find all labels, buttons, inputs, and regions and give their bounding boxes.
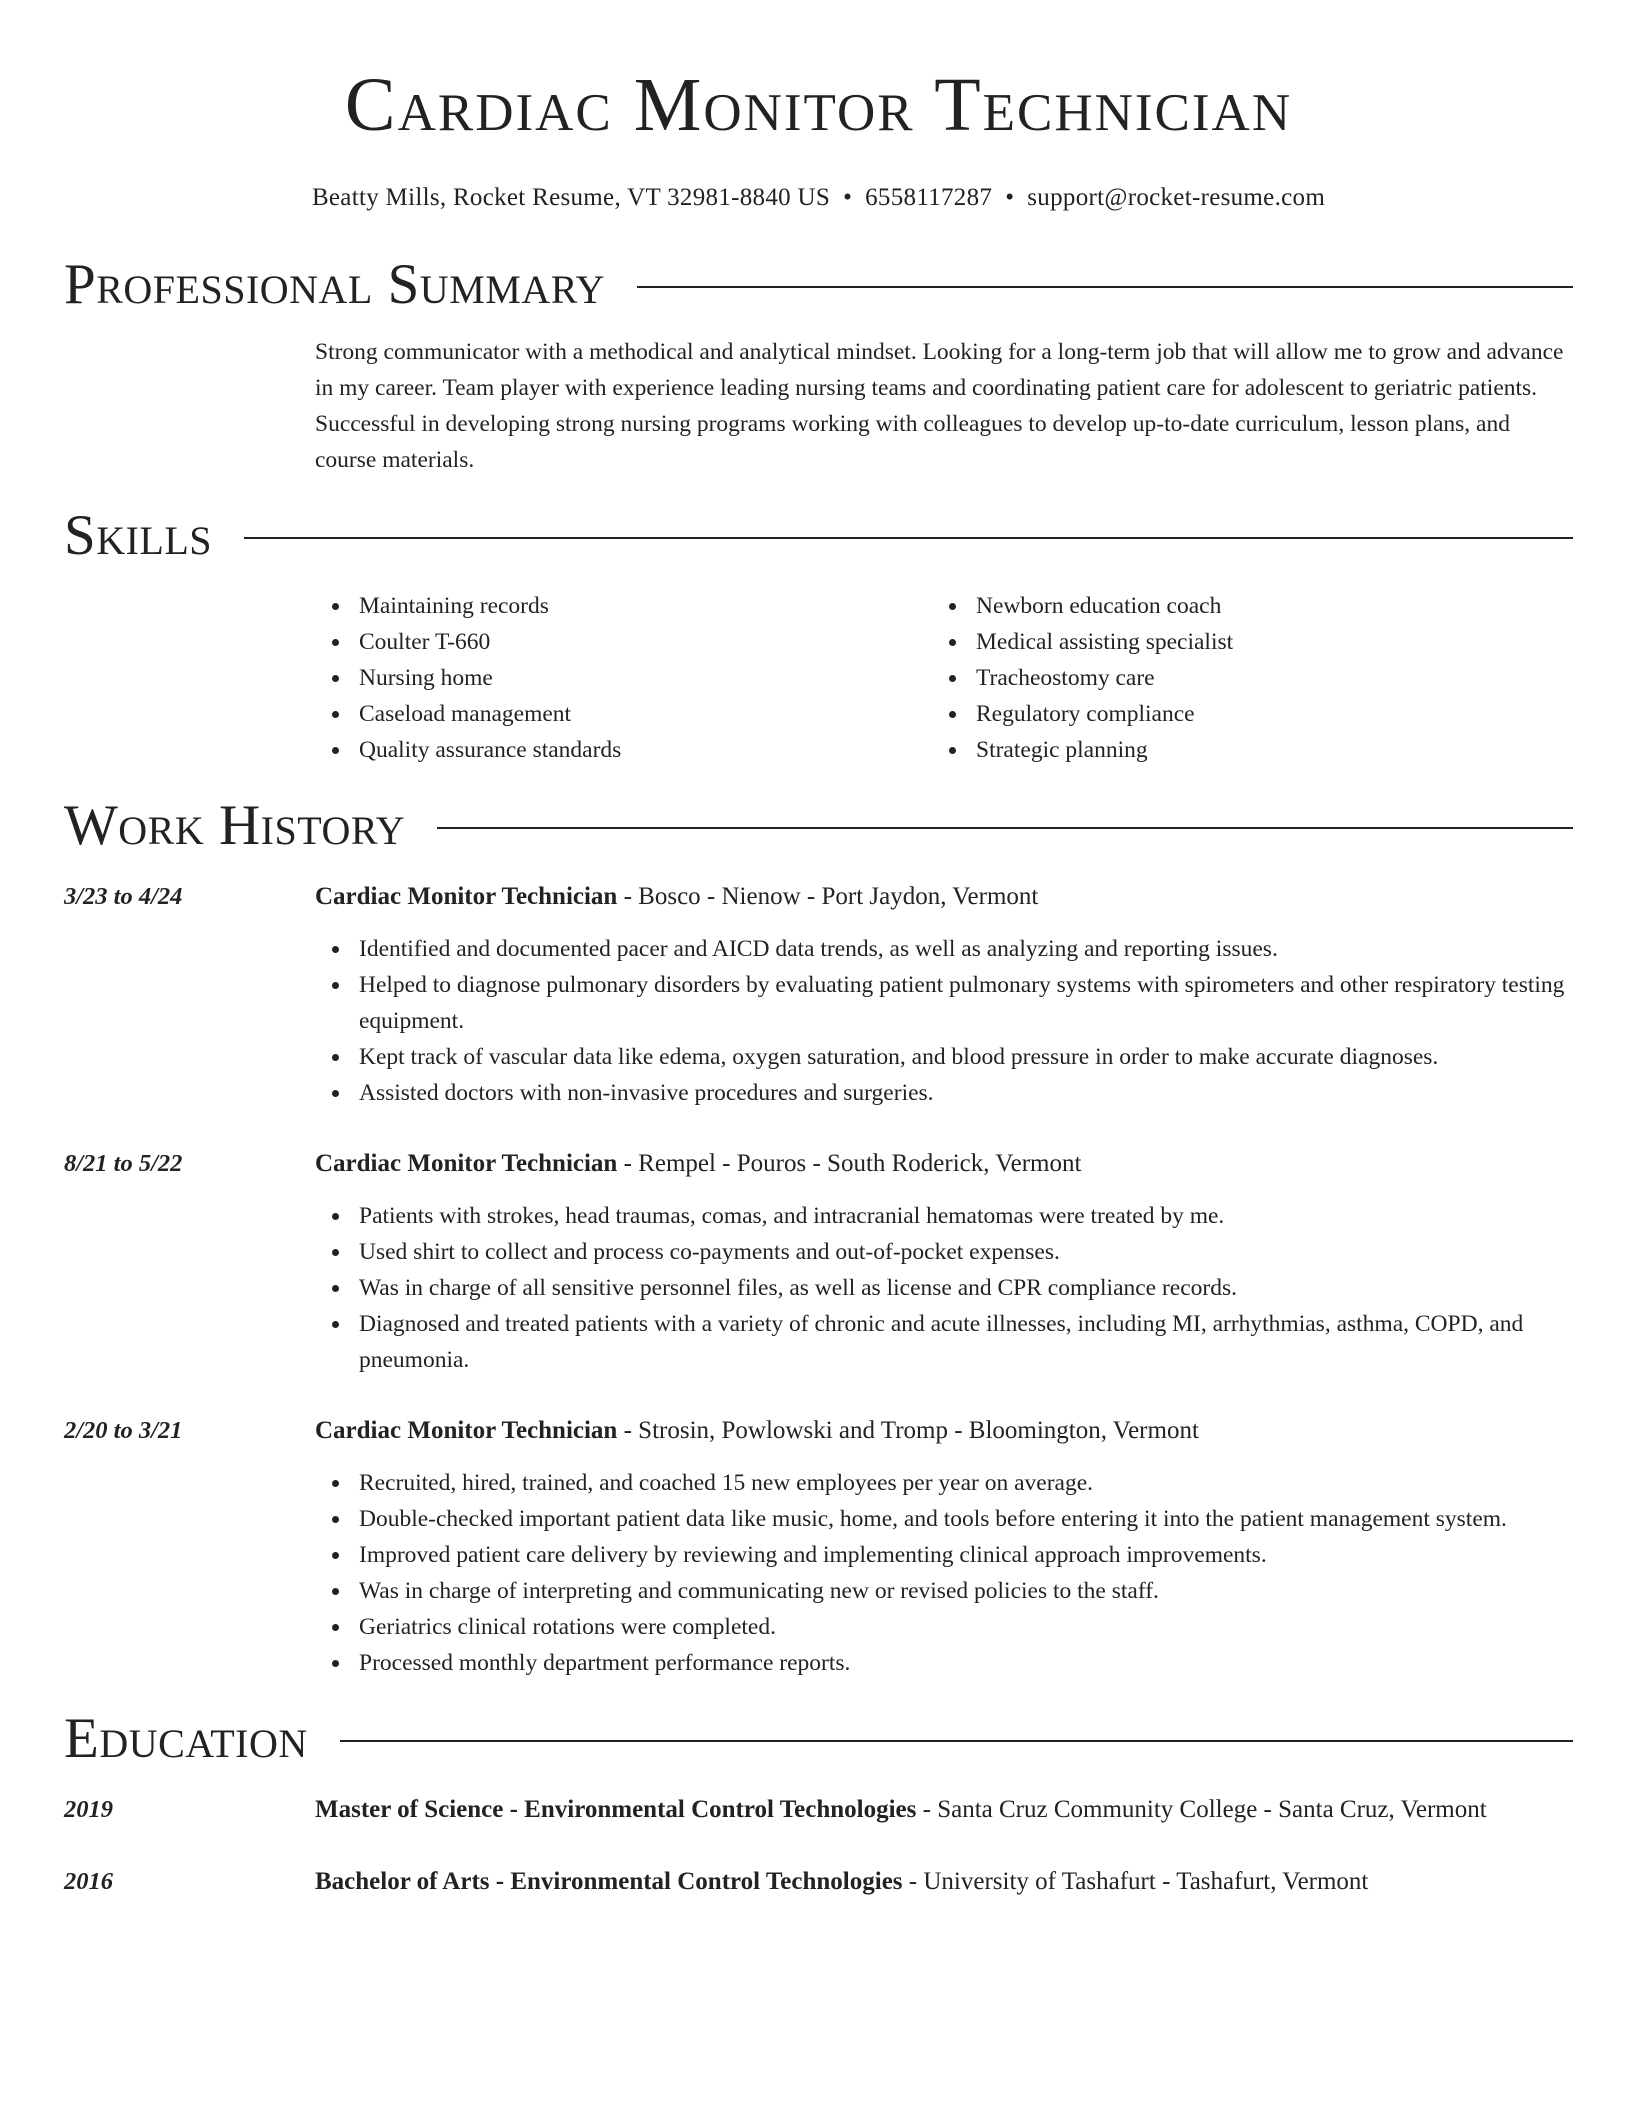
education-entry bbox=[64, 1791, 1573, 1829]
job-bullet: Double-checked important patient data like music, home, and tools before entering it into the patient management system. bbox=[315, 1501, 1573, 1537]
education-year: 2019 bbox=[64, 1796, 113, 1823]
summary-text: Strong communicator with a methodical and analytical mindset. Looking for a long-term job that will allow me to grow and advance in my career. Team player with experience leading nursing teams and coordinating patient care for adolescent to geriatric patients. Successful in developing strong nursing programs working with colleagues to develop up-to-date curriculum, lesson plans, and course materials. bbox=[315, 339, 1564, 473]
section-divider bbox=[437, 827, 1573, 829]
job-bullets bbox=[315, 1465, 1573, 1681]
contact-address: Beatty Mills, Rocket Resume, VT 32981-8840 US bbox=[311, 184, 831, 211]
job-bullets bbox=[315, 1198, 1573, 1378]
section-divider bbox=[637, 286, 1573, 288]
contact-separator: • bbox=[1005, 184, 1015, 211]
resume-page bbox=[64, 0, 1573, 1901]
skill-item: Newborn education coach bbox=[932, 588, 1549, 624]
job-body bbox=[315, 1145, 1573, 1378]
work-section-header bbox=[64, 794, 1573, 858]
job-bullet: Helped to diagnose pulmonary disorders by evaluating patient pulmonary systems with spirometers and other respiratory testing equipment. bbox=[315, 967, 1573, 1039]
job-role: Cardiac Monitor Technician bbox=[315, 883, 618, 910]
contact-phone: 6558117287 bbox=[865, 184, 993, 211]
job-entry bbox=[64, 1412, 1573, 1681]
summary-section-header bbox=[64, 253, 1573, 317]
education-school: - University of Tashafurt - Tashafurt, Vermont bbox=[902, 1868, 1369, 1895]
job-entry bbox=[64, 1145, 1573, 1378]
skill-item: Maintaining records bbox=[315, 588, 932, 624]
job-bullet: Was in charge of interpreting and communicating new or revised policies to the staff. bbox=[315, 1573, 1573, 1609]
job-bullet: Assisted doctors with non-invasive procedures and surgeries. bbox=[315, 1075, 1573, 1111]
job-dates: 2/20 to 3/21 bbox=[64, 1417, 183, 1444]
job-bullet: Used shirt to collect and process co-payments and out-of-pocket expenses. bbox=[315, 1234, 1573, 1270]
job-bullet: Recruited, hired, trained, and coached 15 new employees per year on average. bbox=[315, 1465, 1573, 1501]
job-bullets bbox=[315, 931, 1573, 1111]
skills-section-title: Skills bbox=[64, 504, 213, 567]
job-bullet: Kept track of vascular data like edema, oxygen saturation, and blood pressure in order to make accurate diagnoses. bbox=[315, 1039, 1573, 1075]
job-bullet: Processed monthly department performance reports. bbox=[315, 1645, 1573, 1681]
skill-item: Nursing home bbox=[315, 660, 932, 696]
skill-item: Medical assisting specialist bbox=[932, 624, 1549, 660]
job-body bbox=[315, 878, 1573, 1111]
job-bullet: Patients with strokes, head traumas, comas, and intracranial hematomas were treated by me. bbox=[315, 1198, 1573, 1234]
education-section-header bbox=[64, 1707, 1573, 1771]
skills-column-left bbox=[315, 588, 932, 768]
job-employer: - Rempel - Pouros - South Roderick, Vermont bbox=[617, 1150, 1082, 1177]
education-section-title: Education bbox=[64, 1707, 308, 1770]
job-employer: - Bosco - Nienow - Port Jaydon, Vermont bbox=[617, 883, 1039, 910]
skill-item: Strategic planning bbox=[932, 732, 1549, 768]
skills-list bbox=[315, 588, 1573, 768]
education-school: - Santa Cruz Community College - Santa Cruz, Vermont bbox=[916, 1796, 1487, 1823]
section-divider bbox=[244, 537, 1573, 539]
job-title-line bbox=[315, 878, 1573, 916]
job-body bbox=[315, 1412, 1573, 1681]
work-section-title: Work History bbox=[64, 794, 406, 857]
education-degree: Master of Science - Environmental Control Technologies bbox=[315, 1796, 917, 1823]
job-dates: 8/21 to 5/22 bbox=[64, 1150, 183, 1177]
education-year: 2016 bbox=[64, 1868, 113, 1895]
job-role: Cardiac Monitor Technician bbox=[315, 1417, 618, 1444]
skills-section-header bbox=[64, 504, 1573, 568]
job-bullet: Was in charge of all sensitive personnel files, as well as license and CPR compliance records. bbox=[315, 1270, 1573, 1306]
job-bullet: Identified and documented pacer and AICD data trends, as well as analyzing and reporting issues. bbox=[315, 931, 1573, 967]
section-divider bbox=[340, 1740, 1573, 1742]
job-title-line bbox=[315, 1412, 1573, 1450]
job-dates: 3/23 to 4/24 bbox=[64, 883, 183, 910]
skill-item: Coulter T-660 bbox=[315, 624, 932, 660]
skill-item: Regulatory compliance bbox=[932, 696, 1549, 732]
education-entry bbox=[64, 1863, 1573, 1901]
education-body bbox=[315, 1863, 1573, 1901]
job-bullet: Geriatrics clinical rotations were completed. bbox=[315, 1609, 1573, 1645]
skill-item: Tracheostomy care bbox=[932, 660, 1549, 696]
contact-email: support@rocket-resume.com bbox=[1027, 184, 1326, 211]
contact-line bbox=[64, 183, 1573, 213]
skill-item: Caseload management bbox=[315, 696, 932, 732]
job-role: Cardiac Monitor Technician bbox=[315, 1150, 618, 1177]
candidate-name: Cardiac Monitor Technician bbox=[344, 63, 1293, 147]
skills-column-right bbox=[932, 588, 1549, 768]
job-bullet: Improved patient care delivery by reviewing and implementing clinical approach improvements. bbox=[315, 1537, 1573, 1573]
education-body bbox=[315, 1791, 1573, 1829]
job-bullet: Diagnosed and treated patients with a variety of chronic and acute illnesses, including MI, arrhythmias, asthma, COPD, and pneumonia. bbox=[315, 1306, 1573, 1378]
contact-separator: • bbox=[843, 184, 853, 211]
skill-item: Quality assurance standards bbox=[315, 732, 932, 768]
job-entry bbox=[64, 878, 1573, 1111]
job-employer: - Strosin, Powlowski and Tromp - Bloomington, Vermont bbox=[617, 1417, 1199, 1444]
job-title-line bbox=[315, 1145, 1573, 1183]
education-degree: Bachelor of Arts - Environmental Control Technologies bbox=[315, 1868, 903, 1895]
summary-section-title: Professional Summary bbox=[64, 253, 606, 316]
